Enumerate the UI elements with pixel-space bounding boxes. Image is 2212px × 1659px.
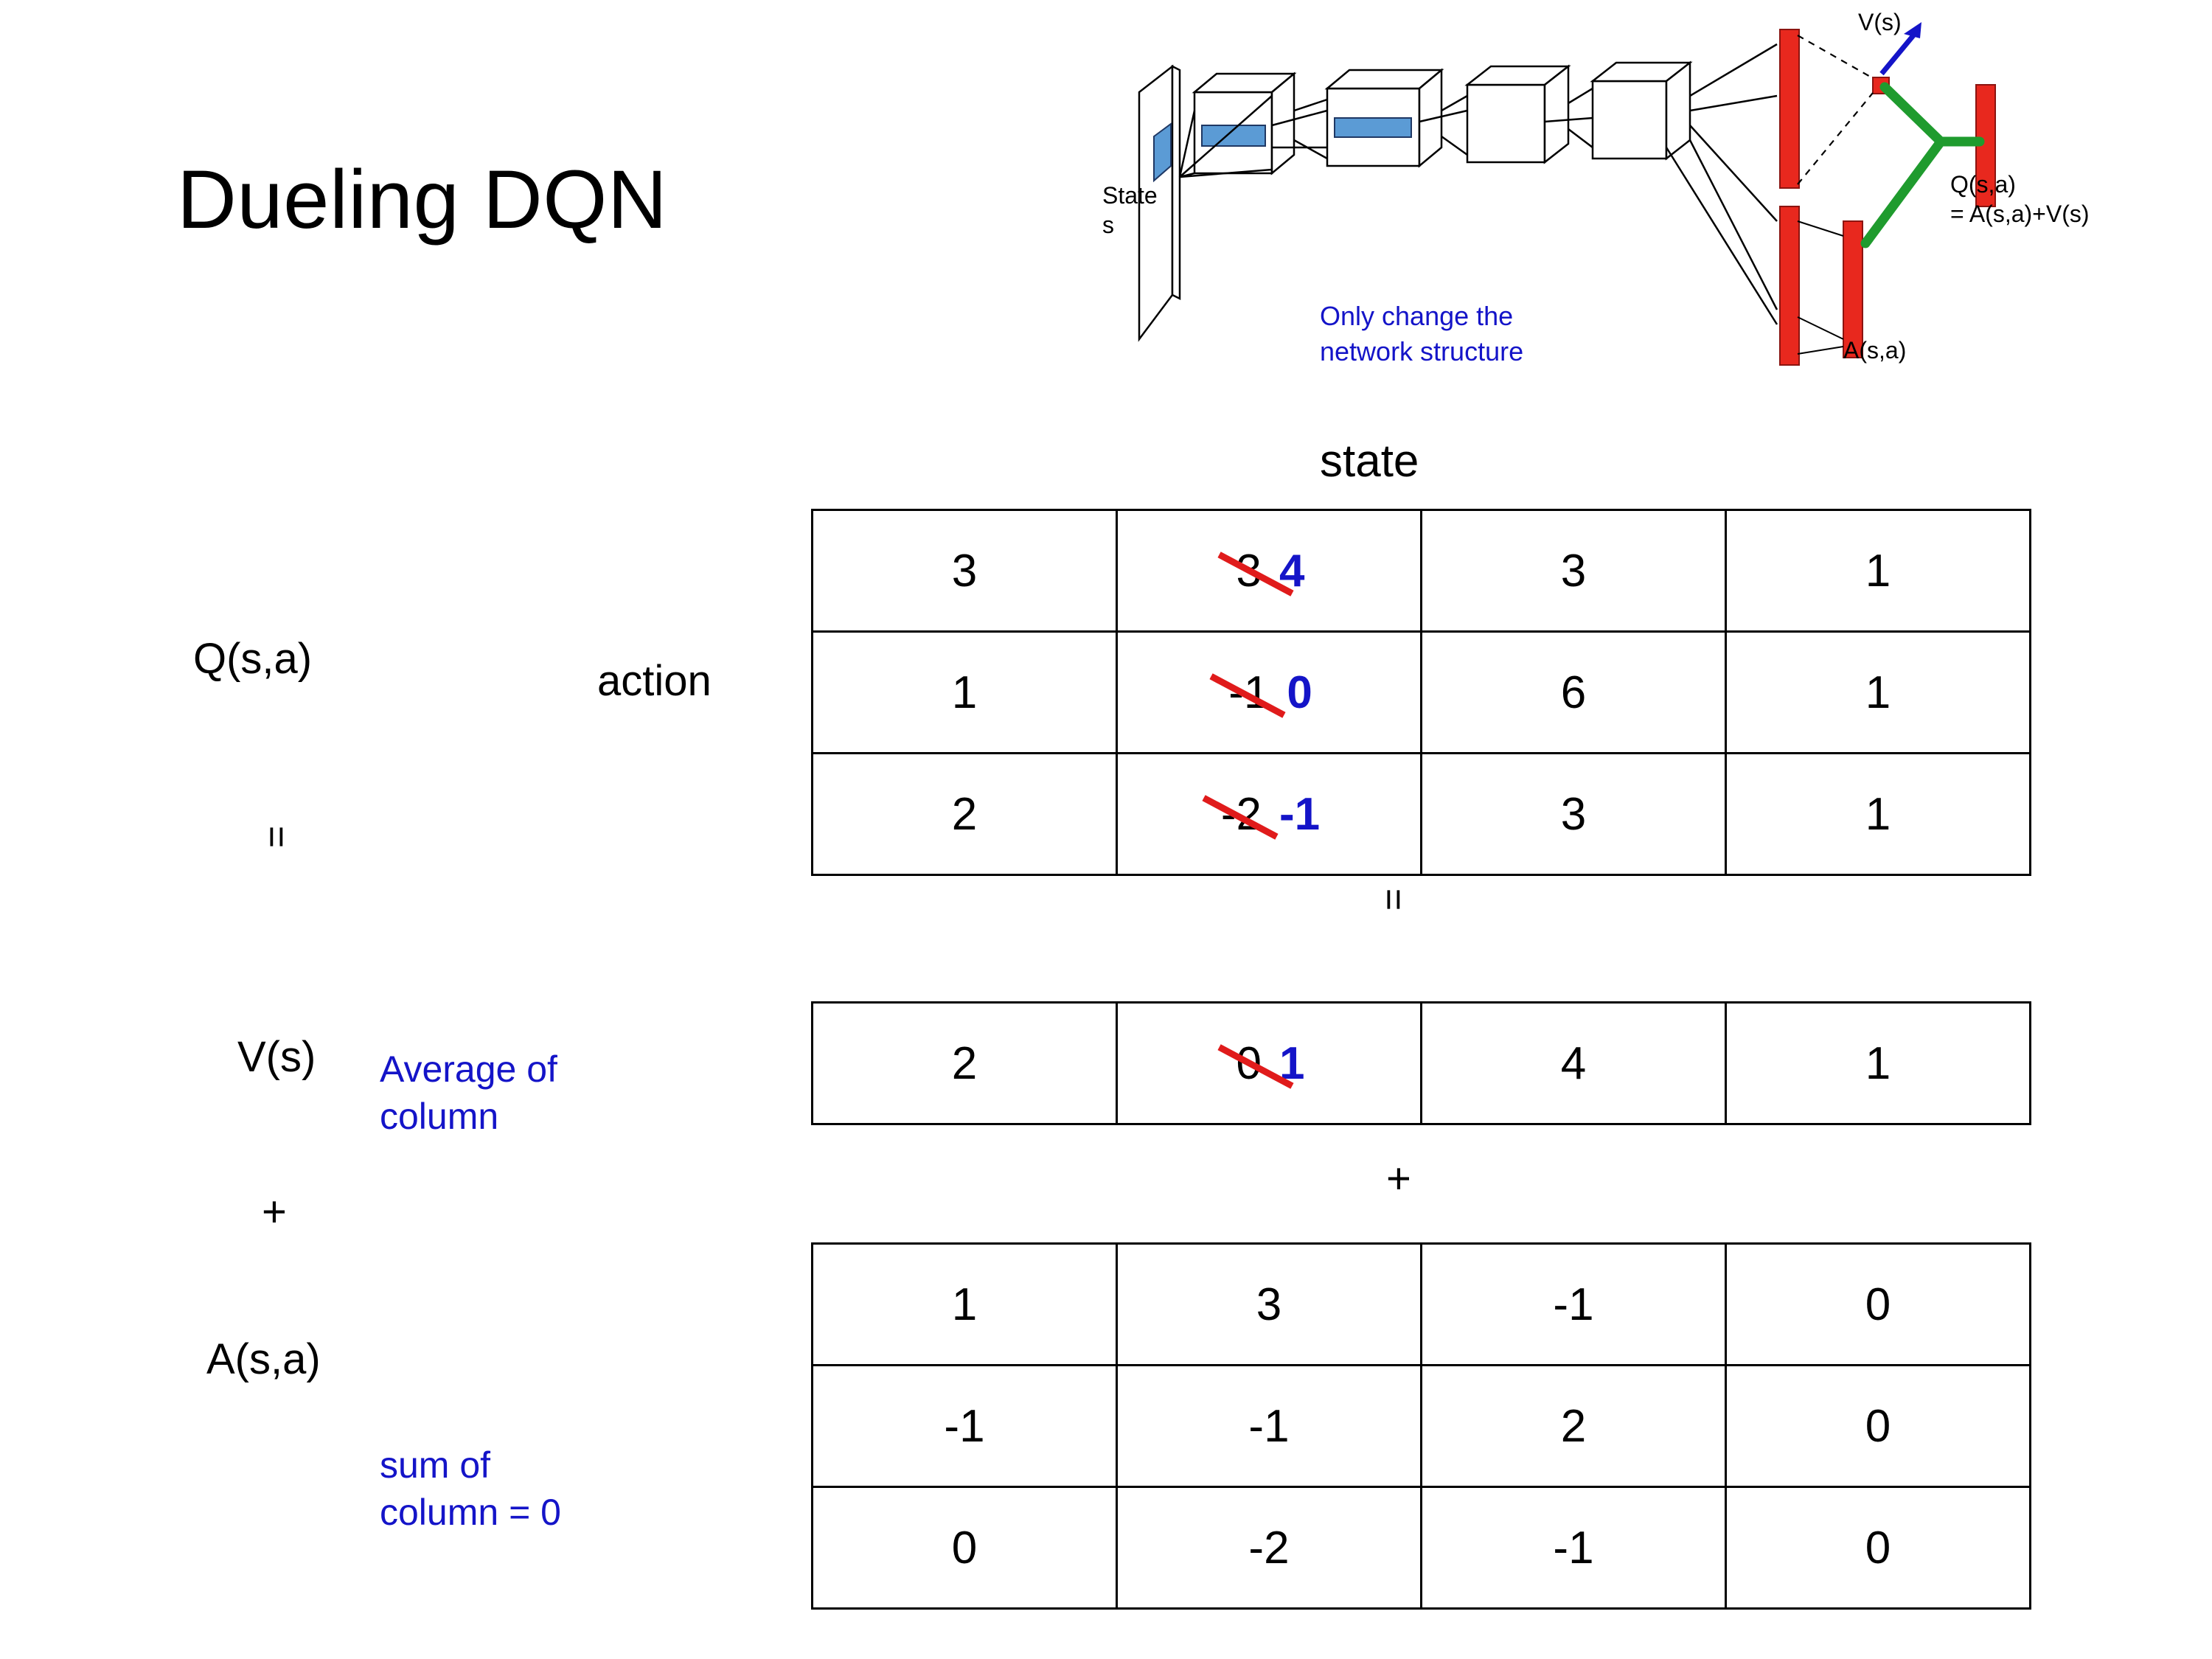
q-value-table (811, 509, 2031, 876)
state-axis-label: state (1320, 436, 1419, 487)
v-cell: 4 (1422, 1003, 1726, 1124)
diagram-note-line1: Only change the (1320, 301, 1514, 331)
diagram-value-label: V(s) (1858, 9, 1902, 35)
page-title: Dueling DQN (177, 153, 668, 246)
old-value: 0 (1234, 1037, 1265, 1090)
q-cell: 3 (1422, 510, 1726, 632)
v-value-table (811, 1001, 2031, 1125)
average-note-line2: column (380, 1096, 499, 1137)
q-cell: 1 (1726, 510, 2031, 632)
a-cell: -1 (1117, 1366, 1422, 1487)
q-cell: 2 (813, 754, 1117, 875)
a-cell: -1 (1422, 1487, 1726, 1609)
average-of-column-note (380, 1046, 557, 1140)
a-cell: 0 (1726, 1487, 2031, 1609)
diagram-advantage-label: A(s,a) (1843, 337, 1907, 364)
a-cell: 2 (1422, 1366, 1726, 1487)
v-cell: 1 (1726, 1003, 2031, 1124)
table-row (813, 510, 2031, 632)
a-cell: 1 (813, 1244, 1117, 1366)
q-cell: 1 (1726, 754, 2031, 875)
a-cell: 3 (1117, 1244, 1422, 1366)
new-value: 1 (1279, 1037, 1305, 1089)
cell-update-pair (1119, 545, 1419, 597)
v-cell-updated (1117, 1003, 1422, 1124)
table-row (813, 1487, 2031, 1609)
old-value: -2 (1218, 788, 1265, 841)
sum-of-column-note (380, 1441, 561, 1536)
q-cell-updated (1117, 754, 1422, 875)
q-cell: 3 (813, 510, 1117, 632)
new-value: 0 (1287, 667, 1312, 718)
action-axis-label: action (597, 657, 712, 705)
diagram-note-line2: network structure (1320, 335, 1524, 366)
a-matrix-name: A(s,a) (206, 1335, 321, 1383)
a-cell: -2 (1117, 1487, 1422, 1609)
equals-sign-left: = (255, 825, 299, 849)
old-value: 3 (1234, 545, 1265, 597)
q-matrix-name: Q(s,a) (193, 635, 313, 683)
q-cell-updated (1117, 632, 1422, 754)
cell-update-pair (1119, 788, 1419, 841)
q-cell-updated (1117, 510, 1422, 632)
a-cell: -1 (813, 1366, 1117, 1487)
table-row (813, 1244, 2031, 1366)
diagram-q-label (1950, 170, 2090, 229)
new-value: 4 (1279, 545, 1305, 597)
cell-update-pair (1119, 1037, 1419, 1090)
table-row (813, 632, 2031, 754)
table-row (813, 1003, 2031, 1124)
a-cell: 0 (1726, 1244, 2031, 1366)
v-cell: 2 (813, 1003, 1117, 1124)
v-matrix-name: V(s) (237, 1033, 316, 1081)
cell-update-pair (1119, 667, 1419, 719)
a-cell: 0 (1726, 1366, 2031, 1487)
plus-sign-center: + (1386, 1155, 1411, 1203)
diagram-input-label: State s (1102, 182, 1158, 238)
table-row (813, 1366, 2031, 1487)
sum-note-line2: column = 0 (380, 1492, 561, 1533)
diagram-note (1320, 299, 1523, 369)
equals-sign-center: = (1372, 888, 1416, 911)
table-row (813, 754, 2031, 875)
sum-note-line1: sum of (380, 1444, 491, 1486)
diagram-q-label-line1: Q(s,a) (1950, 171, 2016, 198)
q-cell: 1 (1726, 632, 2031, 754)
q-cell: 1 (813, 632, 1117, 754)
a-cell: -1 (1422, 1244, 1726, 1366)
new-value: -1 (1279, 788, 1321, 840)
q-cell: 6 (1422, 632, 1726, 754)
q-cell: 3 (1422, 754, 1726, 875)
average-note-line1: Average of (380, 1048, 557, 1090)
a-value-table (811, 1242, 2031, 1610)
diagram-q-label-line2: = A(s,a)+V(s) (1950, 201, 2090, 227)
a-cell: 0 (813, 1487, 1117, 1609)
plus-sign-left: + (262, 1188, 287, 1236)
old-value: -1 (1225, 667, 1272, 719)
